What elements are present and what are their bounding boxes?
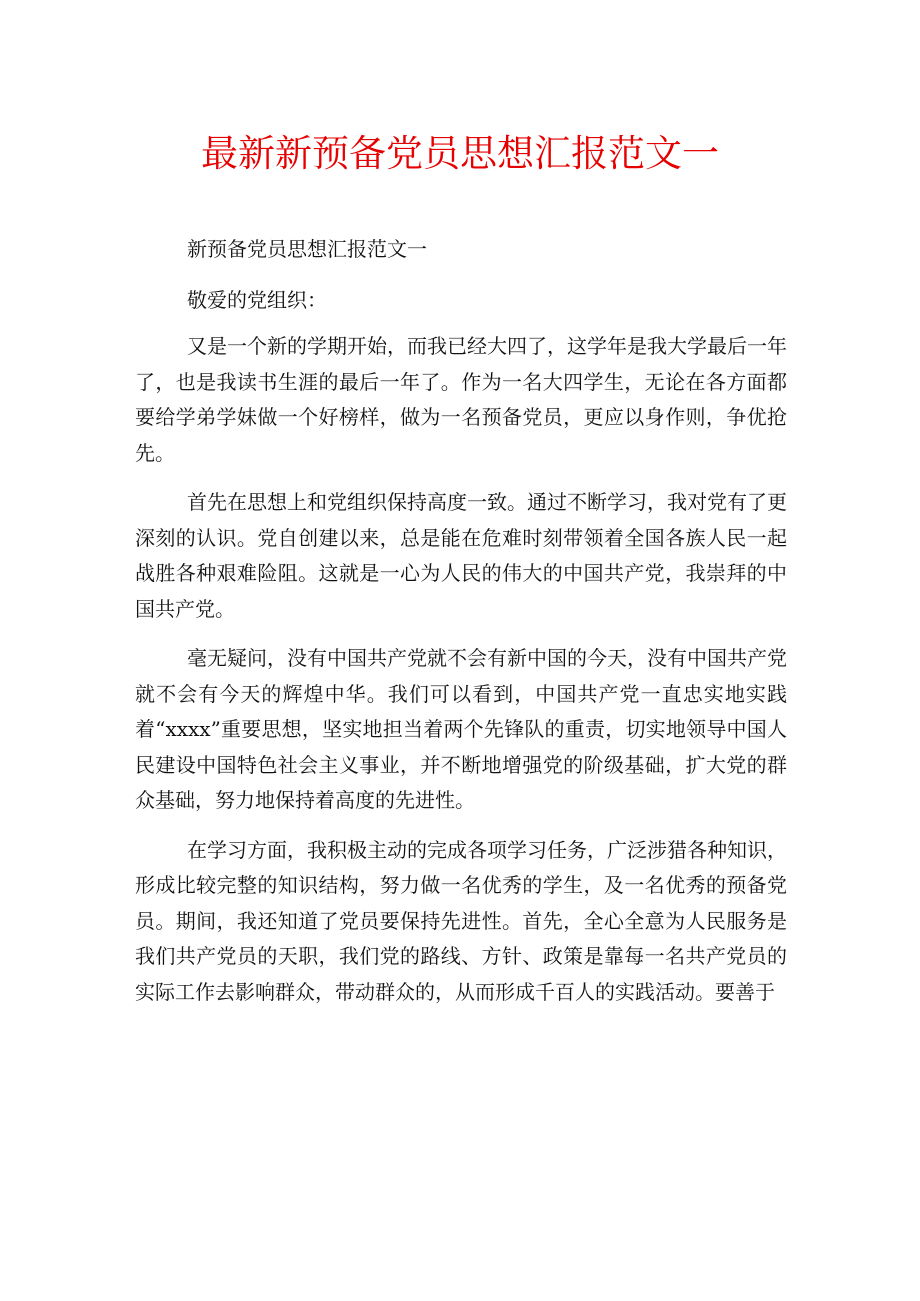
paragraph-1: 又是一个新的学期开始，而我已经大四了，这学年是我大学最后一年了，也是我读书生涯的最后一年了。作为一名大四学生，无论在各方面都要给学弟学妹做一个好榜样，做为一名预备党员，更应以身作则，争优抢先。 (135, 334, 787, 465)
spacer (135, 471, 787, 485)
spacer (135, 627, 787, 641)
spacer (135, 819, 787, 833)
document-body (135, 227, 787, 1010)
paragraph-4: 在学习方面，我积极主动的完成各项学习任务，广泛涉猎各种知识，形成比较完整的知识结构，努力做一名优秀的学生，及一名优秀的预备党员。期间，我还知道了党员要保持先进性。首先，全心全意为人民服务是我们共产党员的天职，我们党的路线、方针、政策是靠每一名共产党员的实际工作去影响群众，带动群众的，从而形成千百人的实践活动。要善于 (135, 837, 787, 1004)
salutation: 敬爱的党组织： (187, 288, 327, 312)
paragraph-3: 毫无疑问，没有中国共产党就不会有新中国的今天，没有中国共产党就不会有今天的辉煌中华。我们可以看到，中国共产党一直忠实地实践着“xxxx”重要思想，坚实地担当着两个先锋队的重责，切实地领导中国人民建设中国特色社会主义事业，并不断地增强党的阶级基础，扩大党的群众基础，努力地保持着高度的先进性。 (135, 646, 787, 812)
document-title: 最新新预备党员思想汇报范文一 (201, 132, 719, 175)
document-subtitle: 新预备党员思想汇报范文一 (187, 237, 427, 261)
paragraph-2: 首先在思想上和党组织保持高度一致。通过不断学习，我对党有了更深刻的认识。党自创建以来，总是能在危难时刻带领着全国各族人民一起战胜各种艰难险阻。这就是一心为人民的伟大的中国共产党，我崇拜的中国共产党。 (135, 490, 787, 621)
